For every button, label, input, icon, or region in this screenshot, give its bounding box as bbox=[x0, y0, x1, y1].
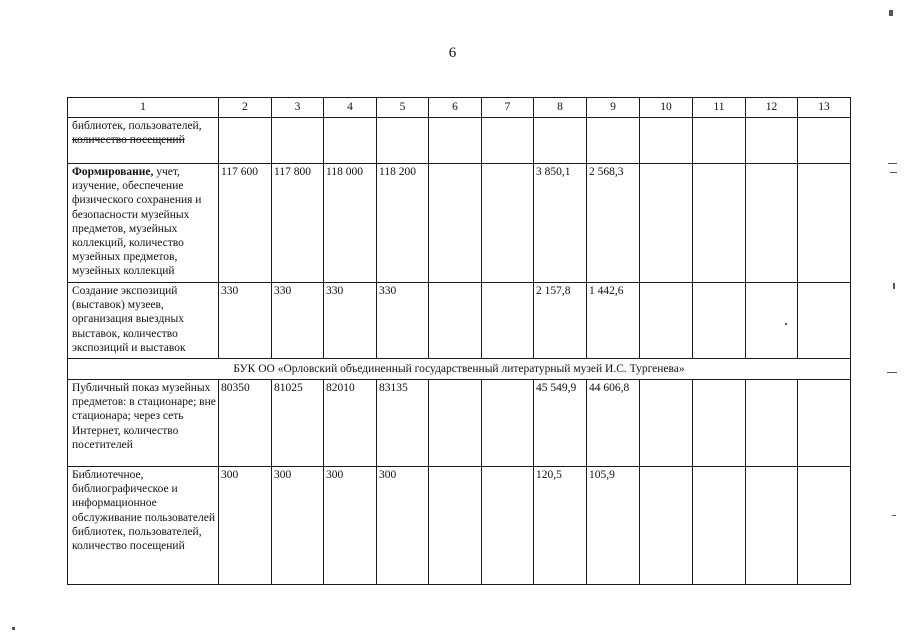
column-header: 3 bbox=[272, 98, 324, 118]
table-cell bbox=[798, 283, 851, 359]
row-description: Создание экспозиций (выставок) музеев, организация выездных выставок, количество экспозиций и выставок bbox=[68, 283, 219, 359]
row-description-bold-text: Формирование, bbox=[72, 166, 154, 178]
table-cell bbox=[640, 164, 693, 283]
row-description bbox=[68, 118, 219, 164]
table-cell: 45 549,9 bbox=[534, 380, 587, 467]
table-row bbox=[68, 467, 851, 585]
row-description bbox=[68, 164, 219, 283]
table-cell: 117 600 bbox=[219, 164, 272, 283]
table-cell bbox=[482, 164, 534, 283]
table-cell: 81025 bbox=[272, 380, 324, 467]
table-cell bbox=[482, 118, 534, 164]
table-cell: 2 568,3 bbox=[587, 164, 640, 283]
scan-artifact bbox=[12, 627, 15, 630]
table-cell bbox=[219, 118, 272, 164]
table-cell bbox=[746, 467, 798, 585]
column-header: 2 bbox=[219, 98, 272, 118]
table-cell: 300 bbox=[219, 467, 272, 585]
table-cell bbox=[482, 283, 534, 359]
table-cell bbox=[693, 380, 746, 467]
table-cell bbox=[746, 283, 798, 359]
table-cell bbox=[482, 467, 534, 585]
table-cell bbox=[798, 118, 851, 164]
table-cell bbox=[798, 164, 851, 283]
table-cell bbox=[693, 118, 746, 164]
table-cell: 44 606,8 bbox=[587, 380, 640, 467]
table-cell bbox=[746, 118, 798, 164]
table-cell bbox=[429, 283, 482, 359]
scan-artifact bbox=[888, 163, 897, 164]
data-table bbox=[67, 97, 851, 585]
table-cell: 300 bbox=[272, 467, 324, 585]
table-cell bbox=[693, 467, 746, 585]
table-cell bbox=[272, 118, 324, 164]
table-cell: 330 bbox=[377, 283, 429, 359]
column-header: 12 bbox=[746, 98, 798, 118]
table-cell bbox=[746, 164, 798, 283]
table-cell: 120,5 bbox=[534, 467, 587, 585]
table-cell bbox=[324, 118, 377, 164]
table-row bbox=[68, 283, 851, 359]
table-cell bbox=[377, 118, 429, 164]
table-cell: 300 bbox=[377, 467, 429, 585]
table-cell: 330 bbox=[324, 283, 377, 359]
column-header: 13 bbox=[798, 98, 851, 118]
row-description-text: учет, изучение, обеспечение физического сохранения и безопасности музейных предметов, музейных коллекций, количество музейных предметов, музейных коллекций bbox=[72, 166, 202, 278]
table-cell: 117 800 bbox=[272, 164, 324, 283]
table-row bbox=[68, 118, 851, 164]
table-cell: 118 000 bbox=[324, 164, 377, 283]
column-header: 10 bbox=[640, 98, 693, 118]
table-cell: 118 200 bbox=[377, 164, 429, 283]
column-header: 5 bbox=[377, 98, 429, 118]
table-cell: 80350 bbox=[219, 380, 272, 467]
scan-artifact bbox=[890, 172, 897, 173]
table-cell bbox=[429, 164, 482, 283]
column-number-row bbox=[68, 98, 851, 118]
table-cell: 83135 bbox=[377, 380, 429, 467]
scan-artifact bbox=[785, 323, 787, 325]
table-cell: 2 157,8 bbox=[534, 283, 587, 359]
row-description: Библиотечное, библиографическое и информационное обслуживание пользователей библиотек, пользователей, количество посещений bbox=[68, 467, 219, 585]
table-cell: 105,9 bbox=[587, 467, 640, 585]
column-header: 4 bbox=[324, 98, 377, 118]
scan-artifact bbox=[892, 515, 896, 516]
table-cell bbox=[640, 283, 693, 359]
column-header: 9 bbox=[587, 98, 640, 118]
table-cell bbox=[798, 380, 851, 467]
table-cell bbox=[534, 118, 587, 164]
table-cell bbox=[482, 380, 534, 467]
column-header: 1 bbox=[68, 98, 219, 118]
table-row bbox=[68, 164, 851, 283]
column-header: 11 bbox=[693, 98, 746, 118]
table-cell: 82010 bbox=[324, 380, 377, 467]
table-cell bbox=[746, 380, 798, 467]
table-cell bbox=[640, 118, 693, 164]
table-cell bbox=[640, 467, 693, 585]
table-cell: 330 bbox=[219, 283, 272, 359]
table-cell: 3 850,1 bbox=[534, 164, 587, 283]
table-cell bbox=[640, 380, 693, 467]
table-cell bbox=[798, 467, 851, 585]
table-cell bbox=[429, 118, 482, 164]
column-header: 6 bbox=[429, 98, 482, 118]
table-cell: 330 bbox=[272, 283, 324, 359]
page-number: 6 bbox=[448, 45, 457, 61]
section-heading-row bbox=[68, 359, 851, 380]
section-title: БУК ОО «Орловский объединенный государственный литературный музей И.С. Тургенева» bbox=[68, 359, 851, 380]
column-header: 7 bbox=[482, 98, 534, 118]
table-cell bbox=[693, 283, 746, 359]
table-cell bbox=[429, 467, 482, 585]
row-description-text: библиотек, пользователей, bbox=[72, 120, 202, 132]
scan-artifact bbox=[893, 283, 895, 289]
table-cell: 1 442,6 bbox=[587, 283, 640, 359]
table-cell: 300 bbox=[324, 467, 377, 585]
row-description: Публичный показ музейных предметов: в стационаре; вне стационара; через сеть Интернет, количество посетителей bbox=[68, 380, 219, 467]
table-cell bbox=[693, 164, 746, 283]
scan-artifact bbox=[889, 10, 893, 16]
table-cell bbox=[587, 118, 640, 164]
table-row bbox=[68, 380, 851, 467]
scan-artifact bbox=[887, 372, 897, 373]
column-header: 8 bbox=[534, 98, 587, 118]
row-description-struck-text: количество посещений bbox=[72, 134, 185, 147]
table-cell bbox=[429, 380, 482, 467]
